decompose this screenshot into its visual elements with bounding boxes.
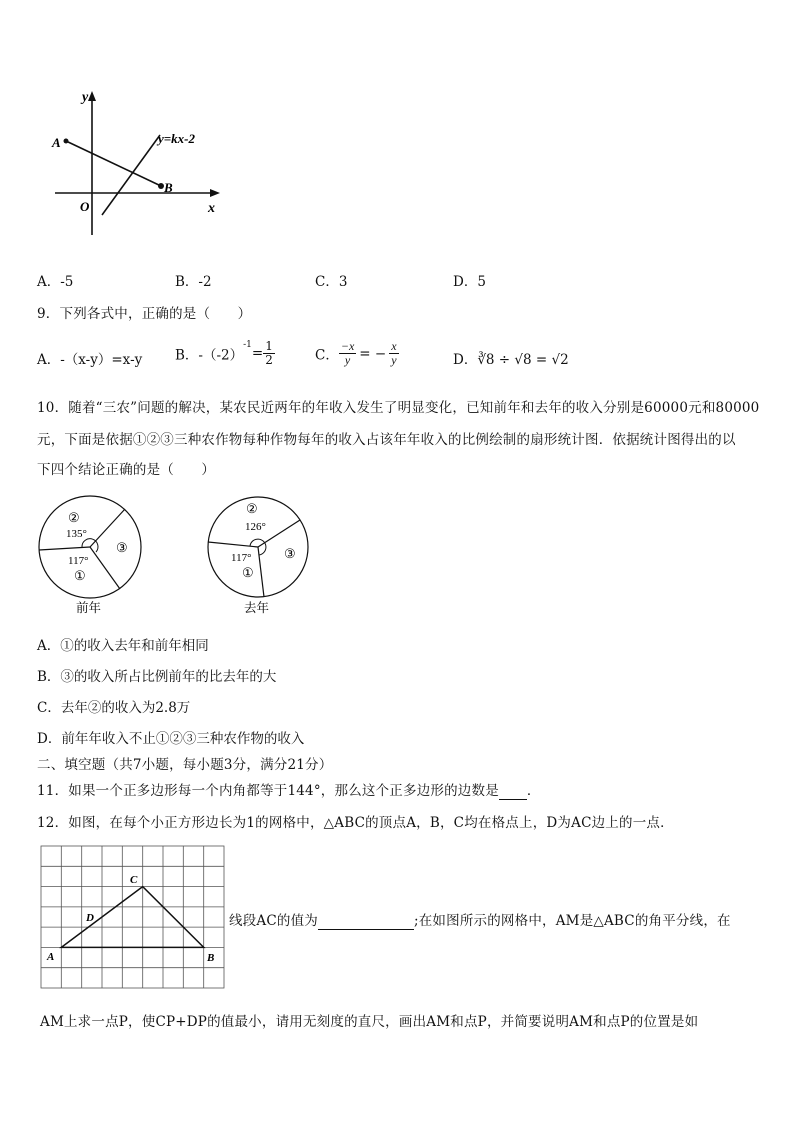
q8-option-b[interactable]: B．-2 bbox=[175, 274, 212, 290]
segment-ab bbox=[66, 141, 161, 186]
pie-chart-last-year-before bbox=[30, 492, 150, 622]
q9-b-exponent: -1 bbox=[243, 340, 252, 350]
q8-option-a[interactable]: A．-5 bbox=[37, 274, 74, 290]
pie2-angle-117: 117° bbox=[231, 552, 252, 564]
vertex-b-label: B bbox=[207, 952, 215, 964]
q9-option-a[interactable]: A．-（x-y）=x-y bbox=[37, 352, 143, 368]
q9-b-fraction bbox=[263, 340, 275, 367]
q10-option-b[interactable]: B．③的收入所占比例前年的比去年的大 bbox=[37, 669, 277, 685]
point-a-label: A bbox=[52, 135, 61, 150]
q11-text bbox=[37, 779, 541, 800]
q12-grid-figure bbox=[40, 845, 230, 993]
pie1-sector-1: ① bbox=[74, 568, 86, 583]
q10-option-c[interactable]: C．去年②的收入为2.8万 bbox=[37, 700, 191, 716]
q9-b-prefix: B．-（-2） bbox=[175, 347, 244, 364]
origin-label: O bbox=[80, 199, 90, 214]
q12-stem-line2 bbox=[229, 909, 731, 930]
q10-stem-line3: 下四个结论正确的是（ ） bbox=[37, 462, 216, 478]
q9-c-numerator-left: −x bbox=[340, 339, 355, 353]
vertex-c-label: C bbox=[130, 874, 138, 886]
x-axis-label: x bbox=[208, 201, 215, 216]
pie2-sector-2: ② bbox=[246, 501, 258, 516]
y-axis-arrow bbox=[88, 91, 96, 101]
q10-option-d[interactable]: D．前年年收入不止①②③三种农作物的收入 bbox=[37, 731, 305, 747]
q9-b-denominator: 2 bbox=[265, 353, 273, 367]
pie2-sector-1: ① bbox=[242, 565, 254, 580]
vertex-a-label: A bbox=[47, 951, 55, 963]
q8-option-c[interactable]: C．3 bbox=[315, 274, 348, 290]
line-y-kx-2 bbox=[102, 135, 160, 215]
q9-c-fraction-right bbox=[389, 340, 398, 367]
q9-c-fraction-left bbox=[339, 340, 356, 367]
q11-stem: 11．如果一个正多边形每一个内角都等于144°，那么这个正多边形的边数是 bbox=[37, 783, 499, 799]
q9-option-c[interactable] bbox=[315, 340, 399, 376]
pie1-angle-135: 135° bbox=[66, 528, 87, 540]
q10-stem-line2: 元，下面是依据①②③三种农作物每种作物每年的收入占该年年收入的比例绘制的扇形统计图．依据统计图得出的以 bbox=[37, 432, 736, 448]
q12-grid-lines bbox=[41, 846, 224, 988]
pie1-angle-arc bbox=[82, 539, 98, 552]
point-a bbox=[64, 139, 69, 144]
pie1-radius-left bbox=[39, 547, 90, 550]
q12-mid-prefix: 线段AC的值为 bbox=[229, 913, 318, 929]
point-d-label: D bbox=[86, 912, 94, 924]
q8-coordinate-graph bbox=[40, 85, 230, 245]
pie1-sector-2: ② bbox=[68, 510, 80, 525]
q9-b-equals: = bbox=[251, 345, 264, 362]
pie2-sector-3: ③ bbox=[284, 546, 296, 561]
q10-stem-line1: 10．随着“三农”问题的解决，某农民近两年的年收入发生了明显变化，已知前年和去年的收入分别是60000元和80000 bbox=[37, 400, 760, 416]
q12-stem-line3: AM上求一点P，使CP+DP的值最小，请用无刻度的直尺，画出AM和点P，并简要说明AM和点P的位置是如 bbox=[40, 1014, 699, 1030]
pie2-caption: 去年 bbox=[244, 601, 270, 615]
triangle-abc bbox=[61, 887, 203, 948]
section-2-heading: 二、填空题（共7小题，每小题3分，满分21分） bbox=[37, 757, 333, 773]
q12-stem-line1: 12．如图，在每个小正方形边长为1的网格中，△ABC的顶点A，B，C均在格点上，D为AC边上的一点． bbox=[37, 815, 674, 831]
pie1-caption: 前年 bbox=[76, 601, 102, 615]
q9-c-numerator-right: x bbox=[391, 339, 397, 353]
q11-end: ． bbox=[526, 783, 541, 799]
q11-answer-blank[interactable] bbox=[499, 783, 527, 800]
q9-option-b[interactable] bbox=[175, 340, 275, 376]
pie1-angle-117: 117° bbox=[68, 555, 89, 567]
line-equation-label: y=kx-2 bbox=[158, 131, 196, 146]
q12-answer-blank[interactable] bbox=[318, 913, 414, 930]
q12-mid-suffix: ;在如图所示的网格中，AM是△ABC的角平分线，在 bbox=[413, 913, 731, 929]
pie-chart-last-year bbox=[198, 492, 318, 622]
y-axis-label: y bbox=[82, 90, 89, 105]
q9-c-denominator-left: y bbox=[344, 353, 351, 367]
point-b-label: B bbox=[164, 180, 173, 195]
q9-c-equals: = − bbox=[359, 345, 387, 362]
q9-option-d[interactable]: D．∛8 ÷ √8 = √2 bbox=[453, 352, 569, 368]
pie2-angle-126: 126° bbox=[245, 521, 266, 533]
q9-c-prefix: C． bbox=[315, 347, 339, 364]
q10-option-a[interactable]: A．①的收入去年和前年相同 bbox=[37, 638, 209, 654]
x-axis-arrow bbox=[210, 189, 220, 197]
q9-stem: 9．下列各式中，正确的是（ ） bbox=[37, 306, 252, 322]
q8-option-d[interactable]: D．5 bbox=[453, 274, 486, 290]
q9-b-numerator: 1 bbox=[265, 339, 273, 353]
pie1-sector-3: ③ bbox=[116, 540, 128, 555]
q9-c-denominator-right: y bbox=[391, 353, 397, 367]
